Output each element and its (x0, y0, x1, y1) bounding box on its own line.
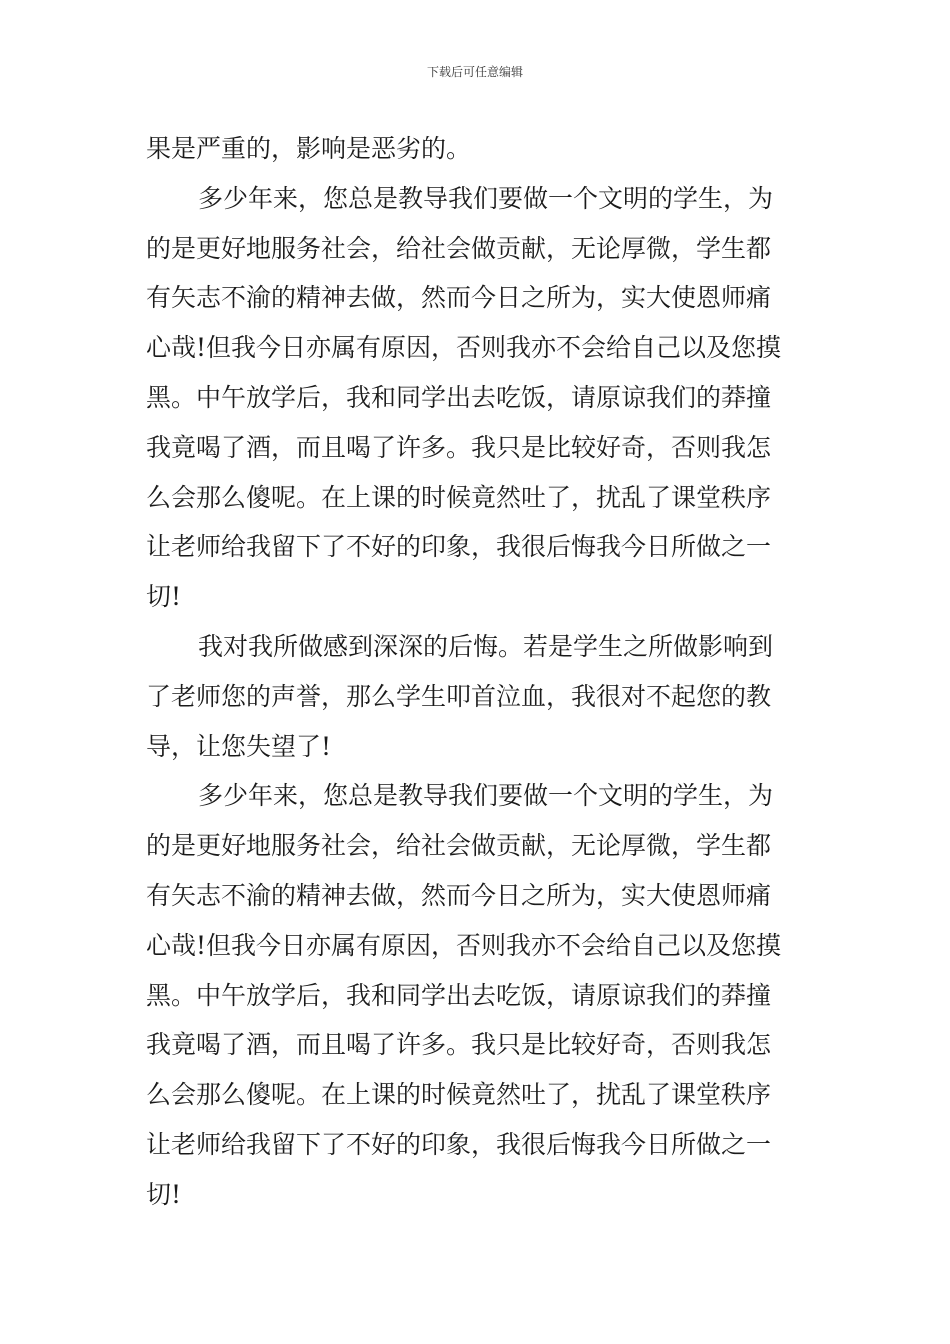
document-body (146, 124, 808, 1220)
text-line: 么会那么傻呢。在上课的时候竟然吐了，扰乱了课堂秩序 (146, 482, 772, 512)
text-line: 么会那么傻呢。在上课的时候竟然吐了，扰乱了课堂秩序 (146, 1080, 772, 1110)
text-line: 黑。中午放学后，我和同学出去吃饭，请原谅我们的莽撞 (146, 980, 772, 1010)
text-line: 我竟喝了酒，而且喝了许多。我只是比较好奇，否则我怎 (146, 432, 772, 462)
text-line: 切! (146, 1179, 182, 1209)
text-line: 的是更好地服务社会，给社会做贡献，无论厚微，学生都 (146, 831, 772, 861)
text-line: 心哉!但我今日亦属有原因，否则我亦不会给自己以及您摸 (146, 333, 782, 363)
text-line: 多少年来，您总是教导我们要做一个文明的学生，为 (198, 183, 774, 213)
page-header: 下载后可任意编辑 (426, 65, 523, 79)
text-line: 黑。中午放学后，我和同学出去吃饭，请原谅我们的莽撞 (146, 382, 772, 412)
text-line: 我对我所做感到深深的后悔。若是学生之所做影响到 (198, 631, 774, 661)
text-line: 我竟喝了酒，而且喝了许多。我只是比较好奇，否则我怎 (146, 1030, 772, 1060)
text-line: 有矢志不渝的精神去做，然而今日之所为，实大使恩师痛 (146, 880, 772, 910)
text-line: 让老师给我留下了不好的印象，我很后悔我今日所做之一 (146, 532, 772, 562)
text-line: 了老师您的声誉，那么学生叩首泣血，我很对不起您的教 (146, 681, 772, 711)
text-line: 导，让您失望了! (146, 731, 332, 761)
text-line: 心哉!但我今日亦属有原因，否则我亦不会给自己以及您摸 (146, 930, 782, 960)
text-line: 的是更好地服务社会，给社会做贡献，无论厚微，学生都 (146, 233, 772, 263)
text-line: 有矢志不渝的精神去做，然而今日之所为，实大使恩师痛 (146, 283, 772, 313)
text-line: 多少年来，您总是教导我们要做一个文明的学生，为 (198, 781, 774, 811)
text-line: 让老师给我留下了不好的印象，我很后悔我今日所做之一 (146, 1129, 772, 1159)
text-line: 切! (146, 582, 182, 612)
text-line: 果是严重的，影响是恶劣的。 (146, 134, 472, 163)
